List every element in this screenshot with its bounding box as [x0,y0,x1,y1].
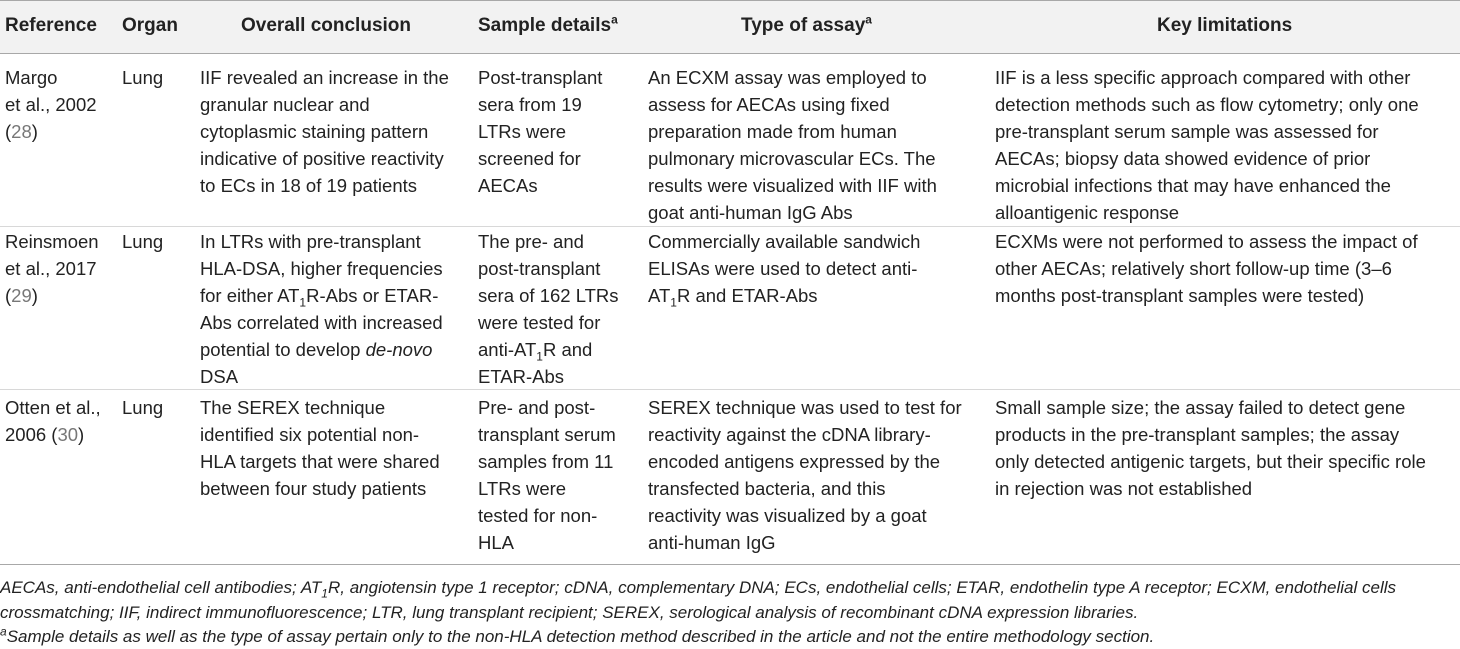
reference-cell: Otten et al., 2006 (30) [5,397,101,445]
column-header-sample-details: Sample details$^a$ [478,12,618,36]
sample-details-cell: Post-transplant sera from 19 LTRs were screened for AECAs [478,67,603,196]
column-header-key-limitations: Key limitations [1157,15,1293,36]
limitations-cell: Small sample size; the assay failed to detect gene products in the pre-transplant samples; the assay only detected antigenic targets, but their specific role in rejection was not established [995,397,1426,499]
sample-details-cell: The pre- and post-transplant sera of 162 LTRs were tested for anti-$AT_1R$ and ETAR-Abs [478,231,619,387]
limitations-cell: IIF is a less specific approach compared with other detection methods such as flow cytometry; only one pre-transplant serum sample was assessed for AECAs; biopsy data showed evidence of prior microbial infections that may have enhanced the alloantigenic response [995,67,1419,223]
table-footnote-note: $^a$Sample details as well as the type of assay pertain only to the non-HLA detection method described in the article and not the entire methodology section. [0,624,1155,646]
organ-cell: Lung [122,397,164,418]
row-divider [0,226,1460,227]
sample-details-cell: Pre- and post- transplant serum samples from 11 LTRs were tested for non- HLA [478,397,616,553]
organ-cell: Lung [122,67,164,88]
citation-link[interactable]: 28 [11,121,32,142]
column-header-overall-conclusion: Overall conclusion [241,15,411,36]
assay-cell: Commercially available sandwich ELISAs were used to detect anti- $AT_1R$ and ETAR-Abs [648,231,921,310]
citation-link[interactable]: 29 [11,285,32,306]
column-header-organ: Organ [122,15,178,36]
limitations-cell: ECXMs were not performed to assess the impact of other AECAs; relatively short follow-up time (3–6 months post-transplant samples were tested) [995,231,1418,306]
assay-cell: SEREX technique was used to test for reactivity against the cDNA library- encoded antigens expressed by the transfected bacteria, and this reactivity was visualized by a goat anti-human IgG [648,397,962,553]
reference-cell: Reinsmoen et al., 2017 (29) [5,231,99,306]
reference-cell: Margo et al., 2002 (28) [5,67,97,142]
column-header-type-of-assay: Type of assay$^a$ [741,12,872,36]
column-header-reference: Reference [5,15,97,36]
assay-cell: An ECXM assay was employed to assess for AECAs using fixed preparation made from human pulmonary microvascular ECs. The results were visualized with IIF with goat anti-human IgG Abs [648,67,937,223]
conclusion-cell: IIF revealed an increase in the granular nuclear and cytoplasmic staining pattern indicative of positive reactivity to ECs in 18 of 19 patients [200,67,449,196]
citation-link[interactable]: 30 [57,424,79,445]
row-divider [0,389,1460,390]
table-header [0,0,1460,54]
table-footnote-abbreviations: AECAs, anti-endothelial cell antibodies; $AT_1R$, angiotensin type 1 receptor; cDNA, complementary DNA; ECs, endothelial cells; ETAR, endothelin type A receptor; ECXM, endothelial cells crossmatching; IIF, indirect immunofluorescence; LTR, lung transplant recipient; SEREX, serological analysis of recombinant cDNA expression libraries. [0,578,1397,622]
conclusion-cell: In LTRs with pre-transplant HLA-DSA, higher frequencies for either $AT_1R$-Abs or ETAR- Abs correlated with increased potential to develop de-novo DSA [200,231,443,387]
table-bottom-rule [0,564,1460,565]
organ-cell: Lung [122,231,164,252]
conclusion-cell: The SEREX technique identified six potential non- HLA targets that were shared between four study patients [200,397,440,499]
